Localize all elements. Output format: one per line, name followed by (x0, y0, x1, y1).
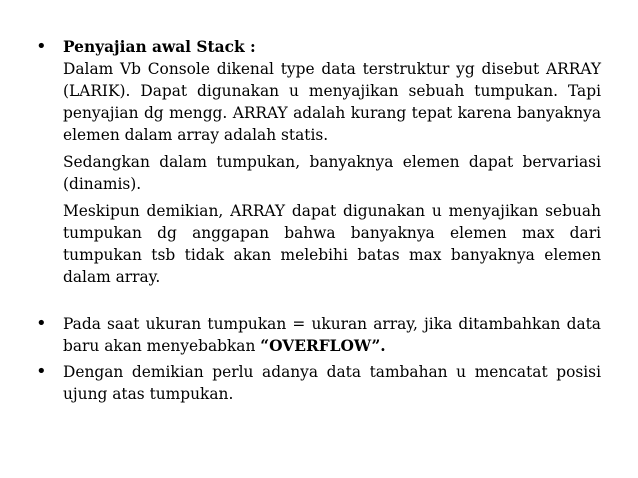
section-body (63, 36, 601, 288)
section-top-pointer (36, 361, 610, 405)
top-pointer-text: Dengan demikian perlu adanya data tambahan u mencatat posisi ujung atas tumpukan. (63, 363, 601, 403)
bullet-icon: • (36, 361, 47, 382)
section-body (63, 313, 601, 357)
paragraph-stack-dynamic: Sedangkan dalam tumpukan, banyaknya elemen dapat bervariasi (dinamis). (63, 153, 601, 193)
overflow-text: Pada saat ukuran tumpukan = ukuran array, jika ditambahkan data baru akan menyebabkan (63, 315, 601, 355)
paragraph-array-usage: Meskipun demikian, ARRAY dapat digunakan u menyajikan sebuah tumpukan dg anggapan bahwa banyaknya elemen max dari tumpukan tsb tidak akan melebihi batas max banyaknya elemen dalam array. (63, 202, 601, 286)
section-stack-initial (36, 36, 610, 293)
paragraph-array-intro: Dalam Vb Console dikenal type data terstruktur yg disebut ARRAY (LARIK). Dapat digunakan u menyajikan sebuah tumpukan. Tapi penyajian dg mengg. ARRAY adalah kurang tepat karena banyaknya elemen dalam array adalah statis. (63, 60, 601, 144)
bullet-icon: • (36, 36, 47, 57)
section-overflow (36, 313, 610, 357)
section-body (63, 361, 601, 405)
section-heading: Penyajian awal Stack : (63, 38, 256, 56)
overflow-emphasis: “OVERFLOW”. (260, 337, 386, 355)
bullet-icon: • (36, 313, 47, 334)
